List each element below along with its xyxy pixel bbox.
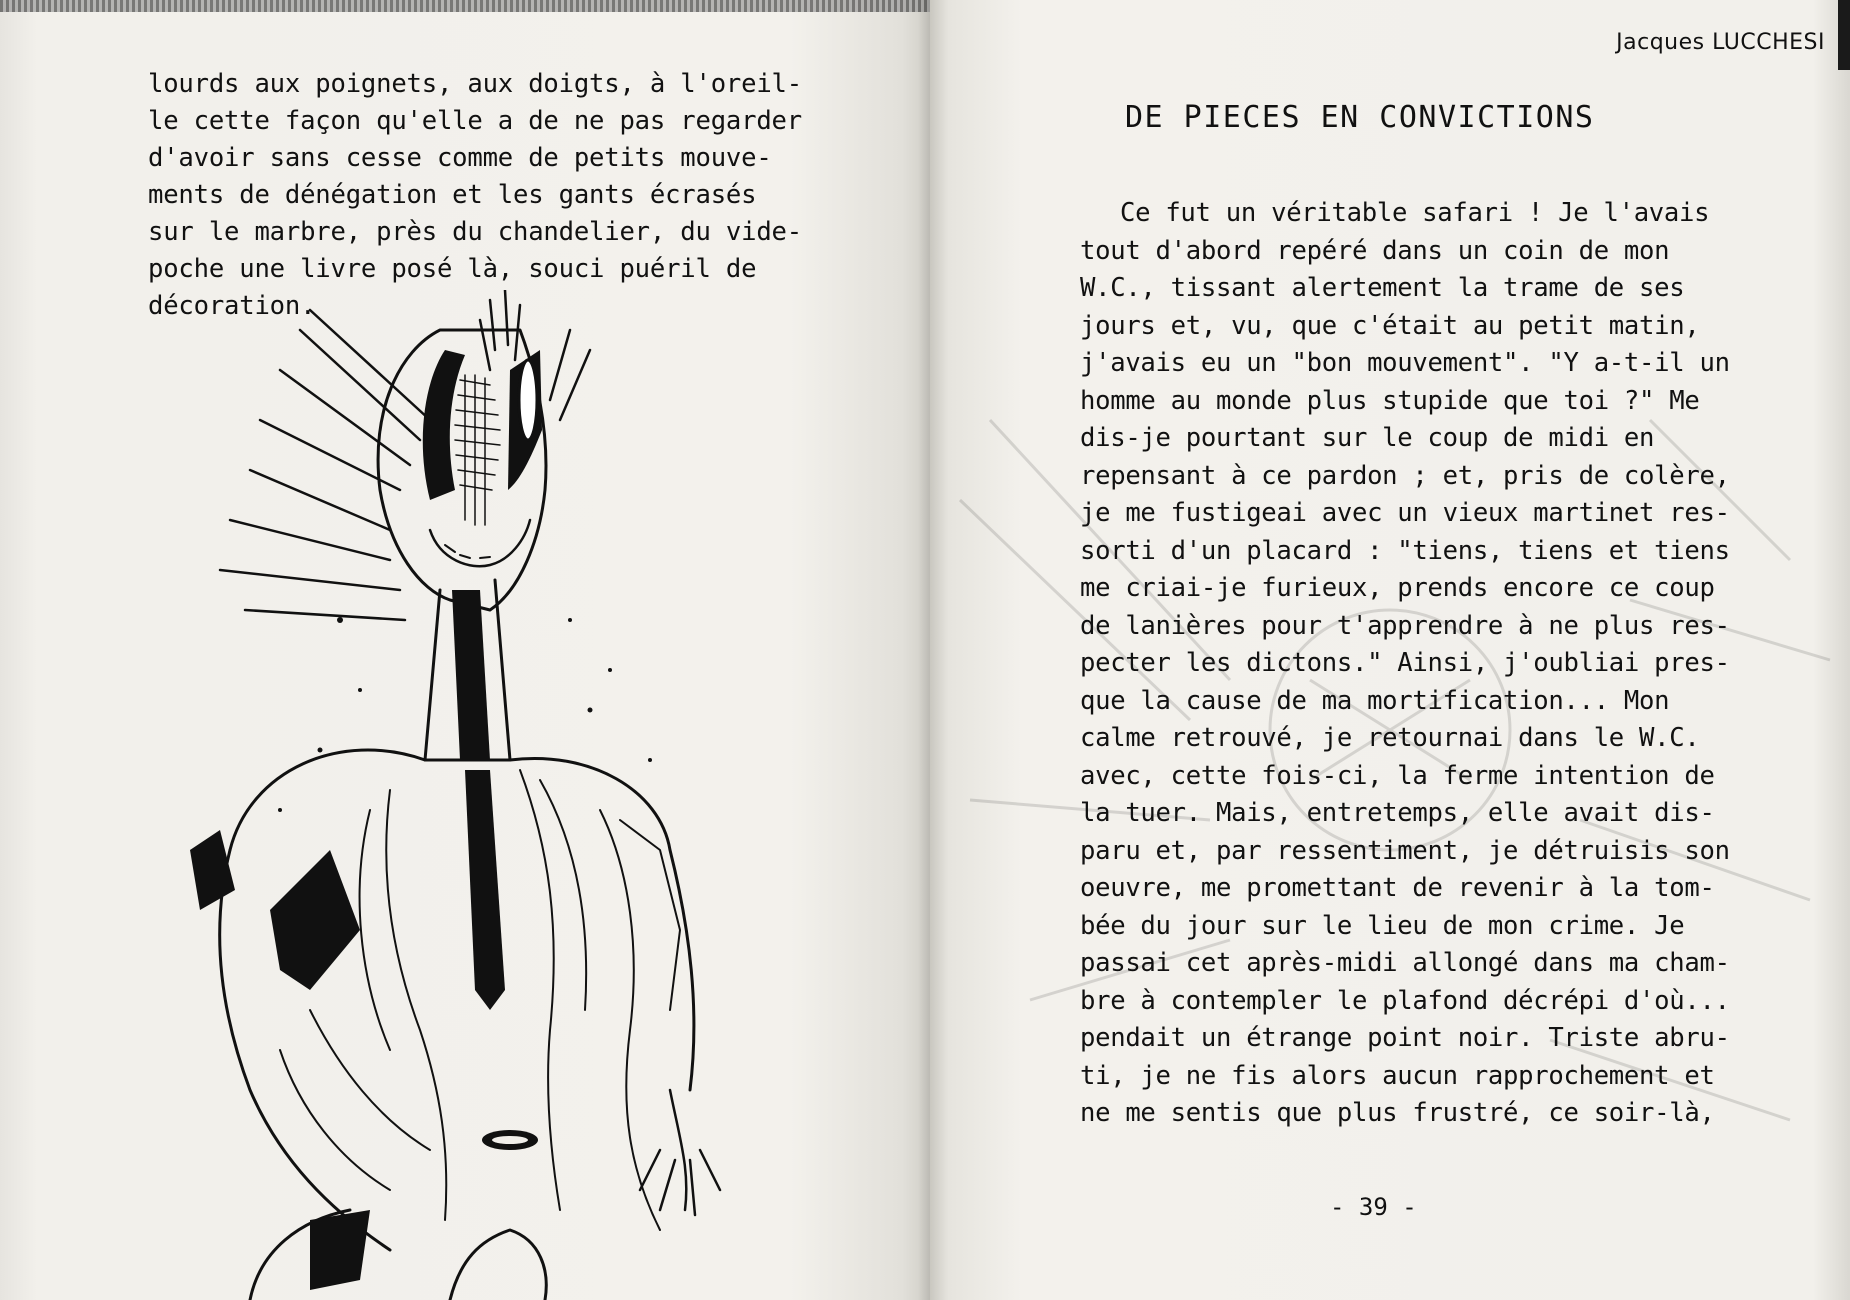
hatching [455,375,500,525]
body-text [1080,195,1730,1133]
text-line: bre à contempler le plafond décrépi d'où... [1080,985,1730,1016]
text-line: homme au monde plus stupide que toi ?" Me [1080,385,1700,416]
chapter-title: DE PIECES EN CONVICTIONS [1125,100,1595,135]
text-line: passai cet après-midi allongé dans ma cham- [1080,948,1730,978]
text-line: j'avais eu un "bon mouvement". "Y a-t-il un [1080,348,1730,378]
arm-dark-patch [270,850,360,990]
text-line: décoration. [148,291,316,321]
text-line: repensant à ce pardon ; et, pris de colère, [1080,460,1730,491]
text-line: calme retrouvé, je retournai dans le W.C. [1080,723,1700,753]
page-number: - 39 - [1330,1193,1417,1221]
text-line: W.C., tissant alertement la trame de ses [1080,273,1685,303]
left-page-text [148,66,802,325]
text-line: le cette façon qu'elle a de ne pas regarder [148,106,802,136]
text-line: oeuvre, me promettant de revenir à la tom- [1080,873,1715,903]
text-line: dis-je pourtant sur le coup de midi en [1080,423,1655,453]
neck-dark-stripe [452,590,490,760]
text-line: paru et, par ressentiment, je détruisis son [1080,835,1730,866]
ink-illustration [190,290,870,1300]
text-line: ti, je ne fis alors aucun rapprochement et [1080,1060,1715,1091]
text-line: ne me sentis que plus frustré, ce soir-là, [1080,1098,1715,1128]
text-line: lourds aux poignets, aux doigts, à l'oreil- [148,69,802,99]
right-page [930,0,1850,1300]
text-line: pecter les dictons." Ainsi, j'oubliai pres- [1080,648,1730,678]
tie [465,770,505,1010]
scan-top-edge [0,0,930,12]
text-line: ments de dénégation et les gants écrasés [148,180,757,210]
text-line: sur le marbre, près du chandelier, du vide- [148,217,802,247]
text-line: bée du jour sur le lieu de mon crime. Je [1080,910,1685,941]
text-line: me criai-je furieux, prends encore ce coup [1080,573,1715,603]
eye-shape [519,360,537,440]
text-line: d'avoir sans cesse comme de petits mouve- [148,143,772,173]
text-line: avec, cette fois-ci, la ferme intention de [1080,760,1715,791]
text-line: je me fustigeai avec un vieux martinet res- [1080,498,1730,528]
text-line: pendait un étrange point noir. Triste abru- [1080,1023,1730,1053]
author-name: Jacques LUCCHESI [1616,30,1825,55]
text-line: que la cause de ma mortification... Mon [1080,685,1670,716]
text-line: poche une livre posé là, souci puéril de [148,254,757,284]
text-line: la tuer. Mais, entretemps, elle avait dis- [1080,798,1715,828]
text-line: jours et, vu, que c'était au petit matin, [1080,310,1700,341]
text-line: sorti d'un placard : "tiens, tiens et tiens [1080,535,1730,566]
text-line: Ce fut un véritable safari ! Je l'avais [1120,198,1710,228]
text-line: tout d'abord repéré dans un coin de mon [1080,235,1670,266]
right-hand [640,1090,720,1215]
scan-edge-mark [1838,0,1850,70]
text-line: de lanières pour t'apprendre à ne plus res- [1080,610,1730,641]
feather-crown [220,290,590,620]
